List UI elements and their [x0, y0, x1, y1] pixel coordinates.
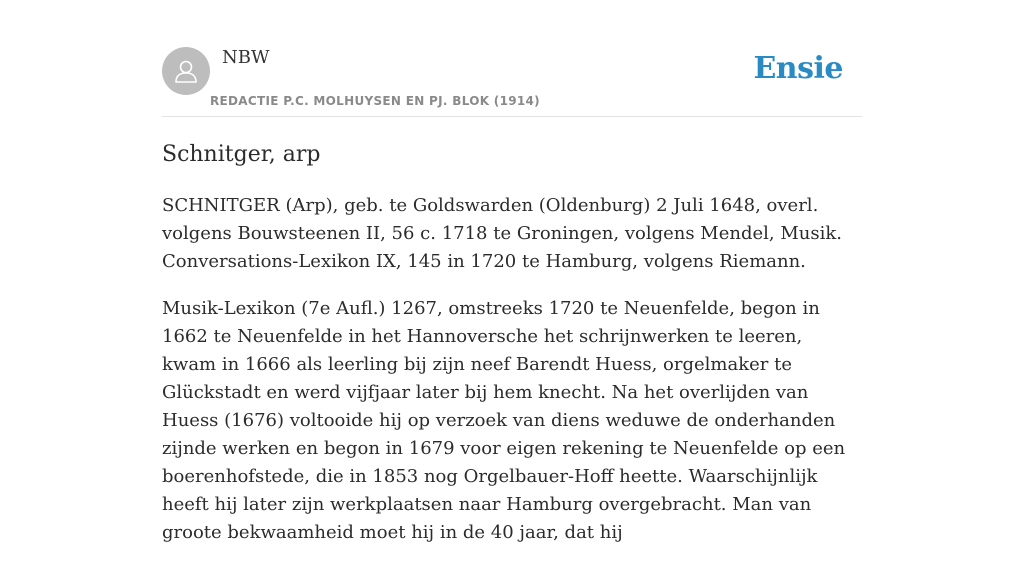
- article-body: [162, 192, 862, 566]
- author-subtitle: REDACTIE P.C. MOLHUYSEN EN PJ. BLOK (1914): [210, 94, 540, 108]
- brand-logo-link[interactable]: Ensie: [753, 51, 843, 86]
- article-header: [162, 0, 862, 117]
- user-icon: [172, 57, 200, 85]
- article-paragraph: SCHNITGER (Arp), geb. te Goldswarden (Oldenburg) 2 Juli 1648, overl. volgens Bouwsteenen II, 56 c. 1718 te Groningen, volgens Mendel, Musik. Conversations-Lexikon IX, 145 in 1720 te Hamburg, volgens Riemann.: [162, 195, 843, 272]
- article-title: Schnitger, arp: [162, 142, 321, 167]
- article-paragraph: Musik-Lexikon (7e Aufl.) 1267, omstreeks 1720 te Neuenfelde, begon in 1662 te Neuenfelde in het Hannoversche het schrijnwerken te leeren, kwam in 1666 als leerling bij zijn neef Barendt Huess, orgelmaker te Glückstadt en werd vijfjaar later bij hem knecht. Na het overlijden van Huess (1676) voltooide hij op verzoek van diens weduwe de onderhanden zijnde werken en begon in 1679 voor eigen rekening te Neuenfelde op een boerenhofstede, die in 1853 nog Orgelbauer-Hoff heette. Waarschijnlijk heeft hij later zijn werkplaatsen naar Hamburg overgebracht. Man van groote bekwaamheid moet hij in de 40 jaar, dat hij: [162, 298, 846, 543]
- author-avatar[interactable]: [162, 47, 210, 95]
- author-name[interactable]: NBW: [222, 47, 270, 68]
